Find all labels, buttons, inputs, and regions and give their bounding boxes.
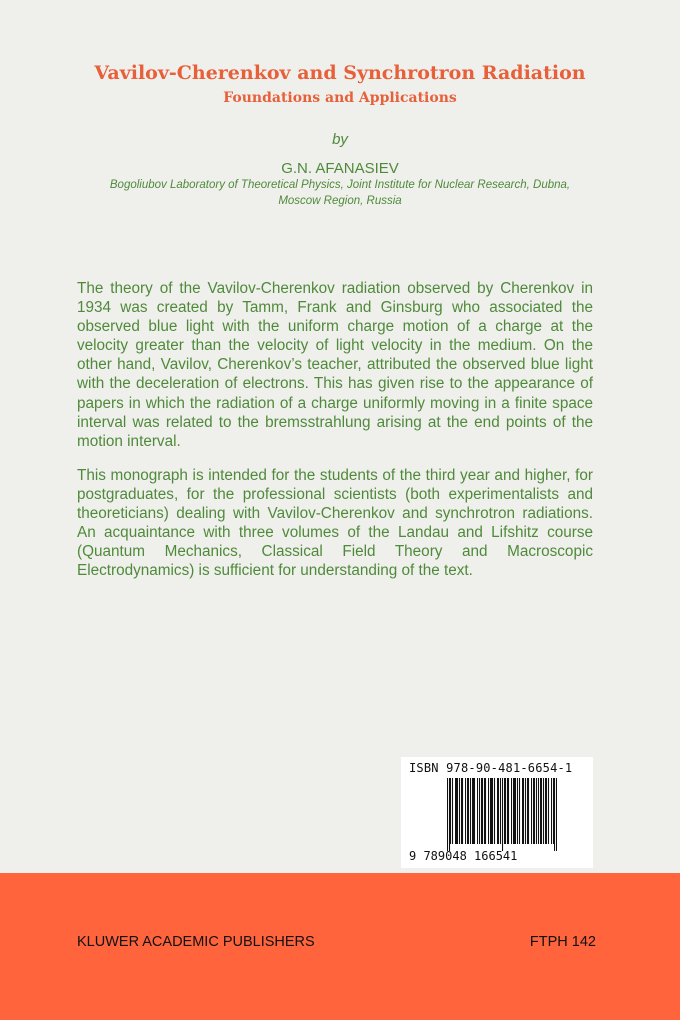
by-line: by — [332, 131, 348, 148]
book-subtitle: Foundations and Applications — [223, 90, 457, 106]
author-name: G.N. AFANASIEV — [281, 160, 399, 177]
barcode-icon — [447, 778, 557, 851]
barcode-digits: 9 789048 166541 — [409, 849, 518, 863]
series-number: FTPH 142 — [529, 934, 596, 950]
blurb-paragraph-2: This monograph is intended for the students of the third year and higher, for postgraduates, for the professional scientists (both experimentalists and theoreticians) dealing with Vavilov-Cherenkov and synchrotron radiations. An acquaintance with three volumes of the Landau and Lifshitz course (Quantum Mechanics, Classical Field Theory and Macroscopic Electrodynamics) is sufficient for understanding of the text. — [77, 467, 593, 580]
author-affiliation: Bogoliubov Laboratory of Theoretical Physics, Joint Institute for Nuclear Research, Dubna, Moscow Region, Russia — [109, 179, 571, 207]
isbn-label: ISBN 978-90-481-6654-1 — [409, 761, 573, 775]
book-title: Vavilov-Cherenkov and Synchrotron Radiation — [94, 62, 586, 84]
publisher-name: KLUWER ACADEMIC PUBLISHERS — [77, 934, 315, 950]
blurb-paragraph-1: The theory of the Vavilov-Cherenkov radiation observed by Cherenkov in 1934 was created by Tamm, Frank and Ginsburg who associated the observed blue light with the uniform charge motion of a charge at the velocity greater than the velocity of light velocity in the medium. On the other hand, Vavilov, Cherenkov’s teacher, attributed the observed blue light with the deceleration of electrons. This has given rise to the appearance of papers in which the radiation of a charge uniformly moving in a finite space interval was related to the bremsstrahlung arising at the end points of the motion interval. — [77, 280, 593, 450]
isbn-barcode-block — [401, 757, 593, 868]
